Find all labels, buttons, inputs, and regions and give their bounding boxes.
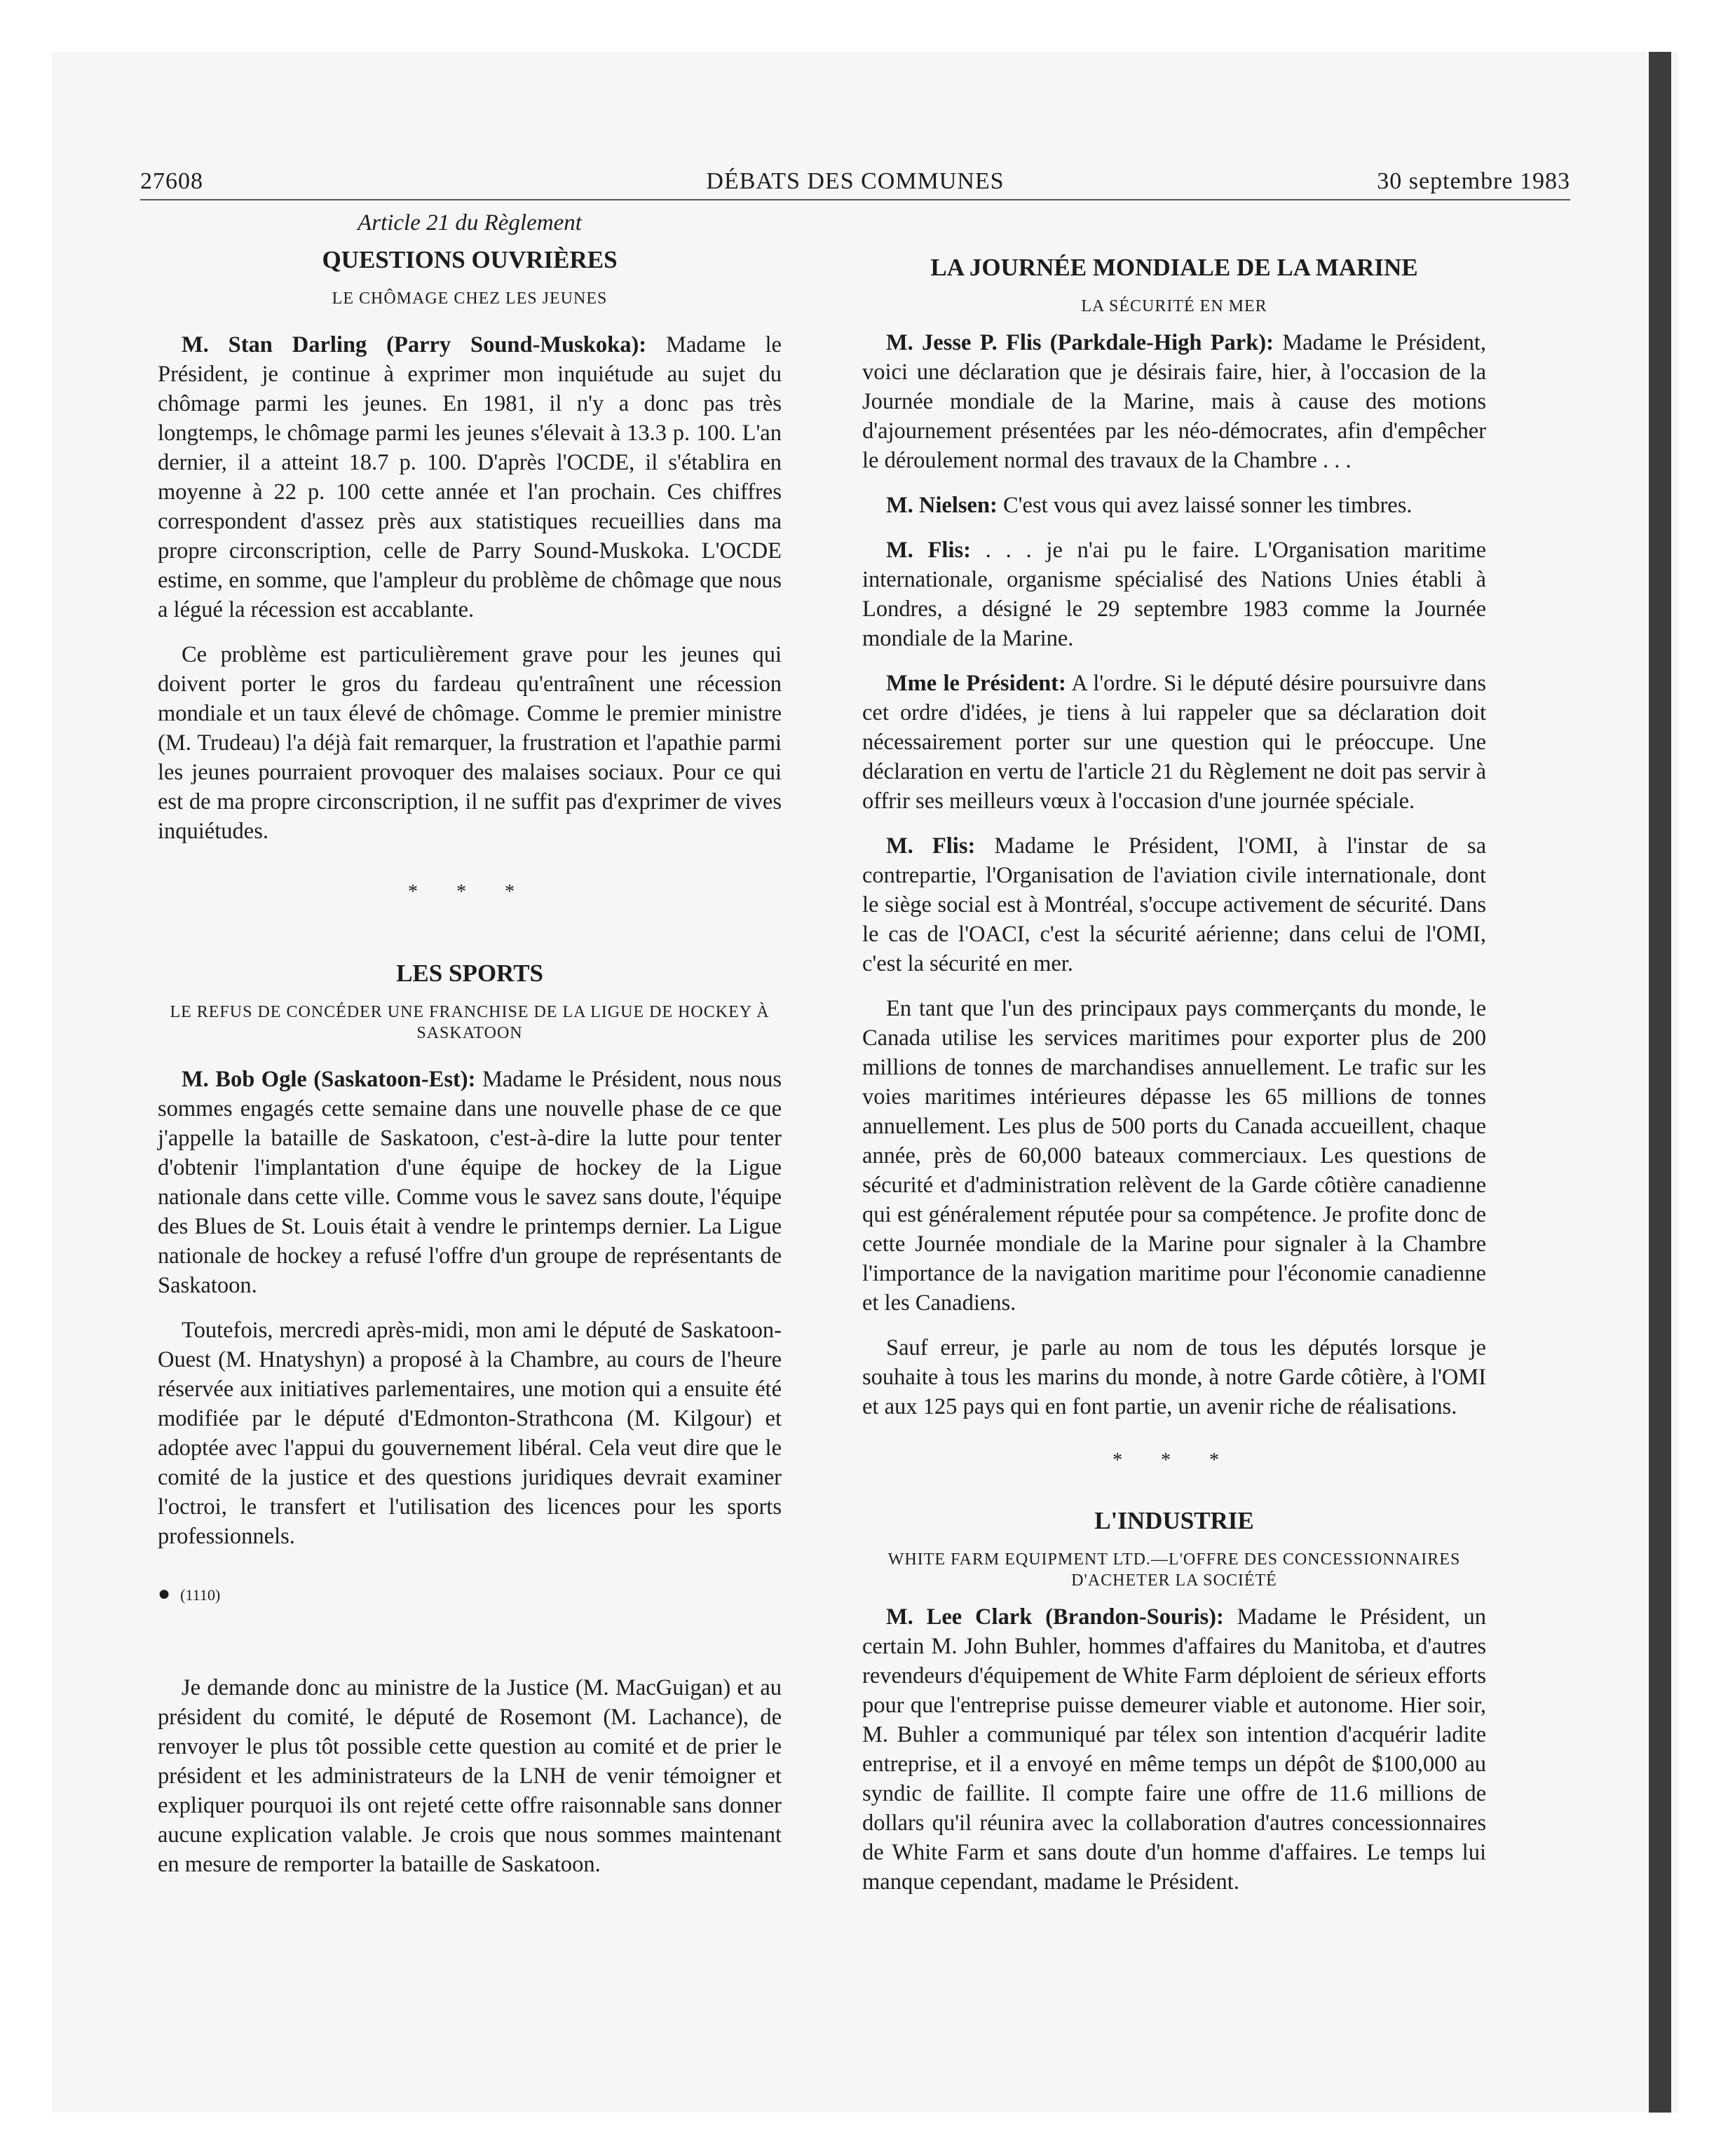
paragraph: Ce problème est particulièrement grave pour les jeunes qui doivent porter le gros du fardeau qu'entraînent une récession mondiale et un taux élevé de chômage. Comme le premier ministre (M. Trudeau) l'a déjà fait remarquer, la frustration et l'apathie parmi les jeunes pourraient provoquer des malaises sociaux. Pour ce qui est de ma propre circonscription, il ne suffit pas d'exprimer de vives inquiétudes. <box>158 642 782 844</box>
section-separator: * * * <box>1113 1449 1236 1471</box>
speaker-name: M. Flis: <box>886 538 971 563</box>
time-marker <box>158 1579 782 1610</box>
page-header <box>140 160 1570 200</box>
paragraph: Je demande donc au ministre de la Justice (M. MacGuigan) et au président du comité, le député de Rosemont (M. Lachance), de renvoyer le plus tôt possible cette question au comité et de prier le président et les administrateurs de la LNH de venir témoigner et expliquer pourquoi ils ont rejeté cette offre raisonnable sans donner aucune explication valable. Je crois que nous sommes maintenant en mesure de remporter la bataille de Saskatoon. <box>158 1675 782 1877</box>
section-title: LA JOURNÉE MONDIALE DE LA MARINE <box>930 254 1418 281</box>
paragraph-text: . . . je n'ai pu le faire. L'Organisation maritime internationale, organisme spécialisé des Nations Unies établi à Londres, a désigné le 29 septembre 1983 comme la Journée mondiale de la Marine. <box>862 538 1486 651</box>
paragraph-text: Madame le Président, je continue à exprimer mon inquiétude au sujet du chômage parmi les jeunes. En 1981, il n'y a donc pas très longtemps, le chômage parmi les jeunes s'élevait à 13.3 p. 100. L'an dernier, il a atteint 18.7 p. 100. D'après l'OCDE, il s'établira en moyenne à 22 p. 100 cette année et l'an prochain. Ces chiffres correspondent d'assez près aux statistiques recueillies dans ma propre circonscription, celle de Parry Sound-Muskoka. L'OCDE estime, en somme, que l'ampleur du problème de chômage que nous a légué la récession est accablante. <box>158 332 782 622</box>
section-title: LES SPORTS <box>396 960 543 987</box>
section-title: QUESTIONS OUVRIÈRES <box>322 246 618 273</box>
right-column <box>862 210 1486 1912</box>
speaker-name: M. Bob Ogle (Saskatoon-Est): <box>182 1067 476 1092</box>
section-subtitle: LE CHÔMAGE CHEZ LES JEUNES <box>332 289 608 308</box>
paragraph-text: Madame le Président, nous nous sommes engagés cette semaine dans une nouvelle phase de ce que j'appelle la bataille de Saskatoon, c'est-à-dire la lutte pour tenter d'obtenir l'implantation d'une équipe de hockey de la Ligue nationale dans cette ville. Comme vous le savez sans doute, l'équipe des Blues de St. Louis était à vendre le printemps dernier. La Ligue nationale de hockey a refusé l'offre d'un groupe de représentants de Saskatoon. <box>158 1067 782 1298</box>
rule-reference: Article 21 du Règlement <box>358 210 582 236</box>
paragraph-text: C'est vous qui avez laissé sonner les timbres. <box>997 493 1413 518</box>
paragraph <box>862 328 1486 475</box>
speaker-name: M. Stan Darling (Parry Sound-Muskoka): <box>182 332 647 357</box>
section-title: L'INDUSTRIE <box>1094 1507 1254 1534</box>
paragraph <box>862 535 1486 653</box>
time-marker-text: (1110) <box>180 1586 221 1604</box>
paragraph-text: A l'ordre. Si le député désire poursuivre dans cet ordre d'idées, je tiens à lui rappeler que sa déclaration doit nécessairement porter sur une question qui le préoccupe. Une déclaration en vertu de l'article 21 du Règlement ne doit pas servir à offrir ses meilleurs vœux à l'occasion d'une journée spéciale. <box>862 671 1487 814</box>
speaker-name: M. Jesse P. Flis (Parkdale-High Park): <box>886 330 1274 355</box>
bullet-icon: ● <box>158 1582 171 1605</box>
section-subtitle: LA SÉCURITÉ EN MER <box>1081 297 1267 315</box>
paragraph <box>862 669 1486 816</box>
speaker-name: Mme le Président: <box>886 671 1066 696</box>
section-subtitle: LE REFUS DE CONCÉDER UNE FRANCHISE DE LA LIGUE DE HOCKEY À SASKATOON <box>170 1003 770 1042</box>
left-column <box>158 210 782 1895</box>
paragraph <box>158 330 782 625</box>
paragraph: Sauf erreur, je parle au nom de tous les députés lorsque je souhaite à tous les marins du monde, à notre Garde côtière, à l'OMI et aux 125 pays qui en font partie, un avenir riche de réalisations. <box>862 1335 1486 1419</box>
paragraph <box>862 1602 1486 1897</box>
speaker-name: M. Flis: <box>886 833 976 859</box>
paragraph <box>862 491 1486 520</box>
paragraph-text: Madame le Président, un certain M. John Buhler, hommes d'affaires du Manitoba, et d'autres revendeurs d'équipement de White Farm déploient de sérieux efforts pour que l'entreprise puisse demeurer viable et autonome. Hier soir, M. Buhler a communiqué par télex son intention d'acquérir ladite entreprise, et il a envoyé en même temps un dépôt de $100,000 au syndic de faillite. Il compte faire une offre de 11.6 millions de dollars qu'il réunira avec la collaboration d'autres concessionnaires de White Farm et sans doute d'un homme d'affaires. Le temps lui manque cependant, madame le Président. <box>862 1604 1486 1895</box>
page-date: 30 septembre 1983 <box>1377 168 1570 194</box>
page-number: 27608 <box>140 168 203 194</box>
section-separator: * * * <box>408 881 531 903</box>
section-subtitle: WHITE FARM EQUIPMENT LTD.—L'OFFRE DES CONCESSIONNAIRES D'ACHETER LA SOCIÉTÉ <box>887 1550 1461 1590</box>
paragraph-text: Madame le Président, voici une déclaration que je désirais faire, hier, à l'occasion de la Journée mondiale de la Marine, mais à cause des motions d'ajournement présentées par les néo-démocrates, afin d'empêcher le déroulement normal des travaux de la Chambre . . . <box>862 330 1486 473</box>
scan-edge <box>1649 52 1671 2113</box>
paragraph: En tant que l'un des principaux pays commerçants du monde, le Canada utilise les services maritimes pour exporter plus de 200 millions de tonnes de marchandises annuellement. Le trafic sur les voies maritimes intérieures dépasse les 65 millions de tonnes annuellement. Les plus de 500 ports du Canada accueillent, chaque année, près de 60,000 bateaux commerciaux. Les questions de sécurité et d'administration relèvent de la Garde côtière canadienne qui est généralement réputée pour sa compétence. Je profite donc de cette Journée mondiale de la Marine pour signaler à la Chambre l'importance de la navigation maritime pour l'économie canadienne et les Canadiens. <box>862 996 1486 1316</box>
paragraph <box>862 831 1486 978</box>
running-title: DÉBATS DES COMMUNES <box>706 168 1005 194</box>
paragraph <box>158 1065 782 1300</box>
speaker-name: M. Lee Clark (Brandon-Souris): <box>886 1604 1224 1630</box>
speaker-name: M. Nielsen: <box>886 493 998 518</box>
paragraph-text: Madame le Président, l'OMI, à l'instar de sa contrepartie, l'Organisation de l'aviation civile internationale, dont le siège social est à Montréal, s'occupe activement de sécurité. Dans le cas de l'OACI, c'est la sécurité aérienne; dans celui de l'OMI, c'est la sécurité en mer. <box>862 833 1486 976</box>
paragraph: Toutefois, mercredi après-midi, mon ami le député de Saskatoon-Ouest (M. Hnatyshyn) a proposé à la Chambre, au cours de l'heure réservée aux initiatives parlementaires, une motion qui a ensuite été modifiée par le député d'Edmonton-Strathcona (M. Kilgour) et adoptée avec l'appui du gouvernement libéral. Cela veut dire que le comité de la justice et des questions juridiques devrait examiner l'octroi, le transfert et l'utilisation des licences pour les sports professionnels. <box>158 1318 782 1549</box>
